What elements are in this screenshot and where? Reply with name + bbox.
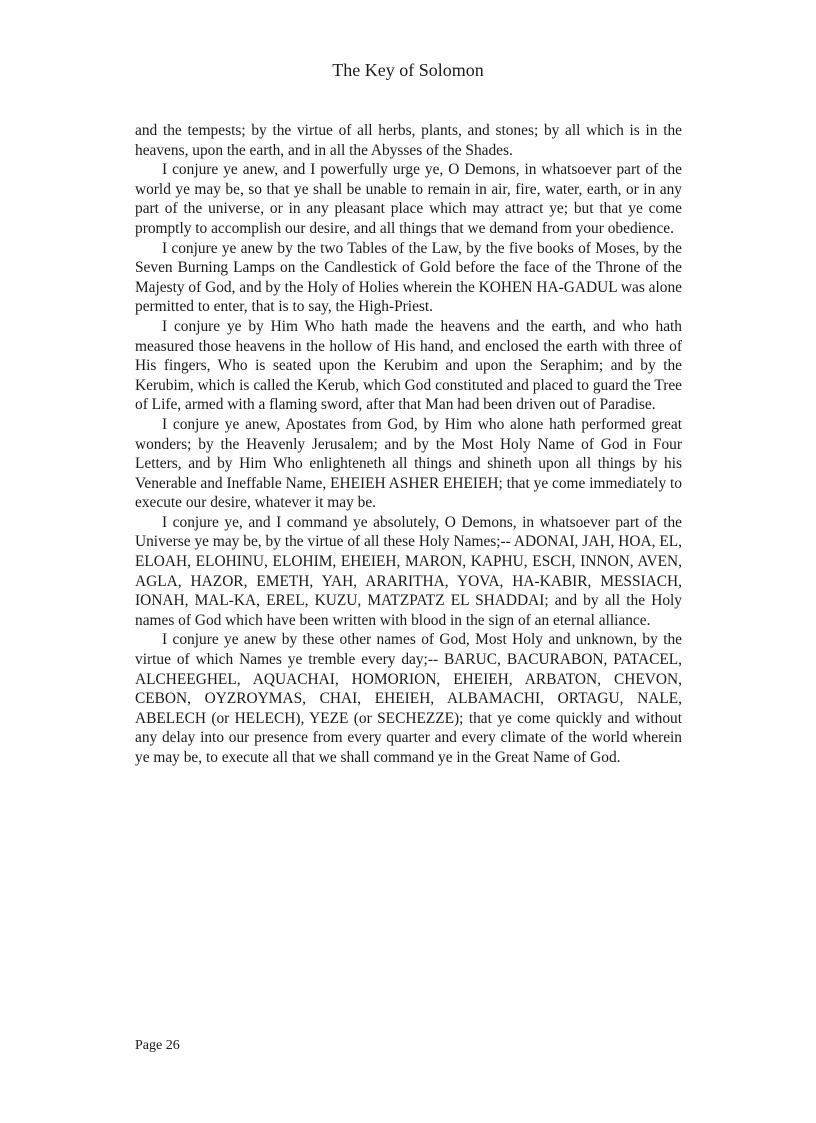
page-number: Page 26 <box>135 1038 180 1053</box>
paragraph-4: I conjure ye by Him Who hath made the heavens and the earth, and who hath measured those heavens in the hollow of His hand, and enclosed the earth with three of His fingers, Who is seated upon the Kerubim and upon the Seraphim; and by the Kerubim, which is called the Kerub, which God constituted and placed to guard the Tree of Life, armed with a flaming sword, after that Man had been driven out of Paradise. <box>135 317 682 414</box>
paragraph-7: I conjure ye anew by these other names of God, Most Holy and unknown, by the virtue of which Names ye tremble every day;-- BARUC, BACURABON, PATACEL, ALCHEEGHEL, AQUACHAI, HOMORION, EHEIEH, ARBATON, CHEVON, CEBON, OYZROYMAS, CHAI, EHEIEH, ALBAMACHI, ORTAGU, NALE, ABELECH (or HELECH), YEZE (or SECHEZZE); that ye come quickly and without any delay into our presence from every quarter and every climate of the world wherein ye may be, to execute all that we shall command ye in the Great Name of God. <box>135 631 682 766</box>
paragraph-3: I conjure ye anew by the two Tables of the Law, by the five books of Moses, by the Seven Burning Lamps on the Candlestick of Gold before the face of the Throne of the Majesty of God, and by the Holy of Holies wherein the KOHEN HA-GADUL was alone permitted to enter, that is to say, the High-Priest. <box>135 239 682 316</box>
paragraph-2: I conjure ye anew, and I powerfully urge ye, O Demons, in whatsoever part of the world ye may be, so that ye shall be unable to remain in air, fire, water, earth, or in any part of the universe, or in any pleasant place which may attract ye; but that ye come promptly to accomplish our desire, and all things that we demand from your obedience. <box>135 161 682 237</box>
running-head-title: The Key of Solomon <box>332 60 484 80</box>
page-body <box>135 121 682 768</box>
paragraph-6: I conjure ye, and I command ye absolutely, O Demons, in whatsoever part of the Universe ye may be, by the virtue of all these Holy Names;-- ADONAI, JAH, HOA, EL, ELOAH, ELOHINU, ELOHIM, EHEIEH, MARON, KAPHU, ESCH, INNON, AVEN, AGLA, HAZOR, EMETH, YAH, ARARITHA, YOVA, HA-KABIR, MESSIACH, IONAH, MAL-KA, EREL, KUZU, MATZPATZ EL SHADDAI; and by all the Holy names of God which have been written with blood in the sign of an eternal alliance. <box>135 513 682 629</box>
paragraph-1: and the tempests; by the virtue of all herbs, plants, and stones; by all which is in the heavens, upon the earth, and in all the Abysses of the Shades. <box>135 122 682 159</box>
paragraph-5: I conjure ye anew, Apostates from God, by Him who alone hath performed great wonders; by the Heavenly Jerusalem; and by the Most Holy Name of God in Four Letters, and by Him Who enlighteneth all things and shineth upon all things by his Venerable and Ineffable Name, EHEIEH ASHER EHEIEH; that ye come immediately to execute our desire, whatever it may be. <box>135 415 682 512</box>
